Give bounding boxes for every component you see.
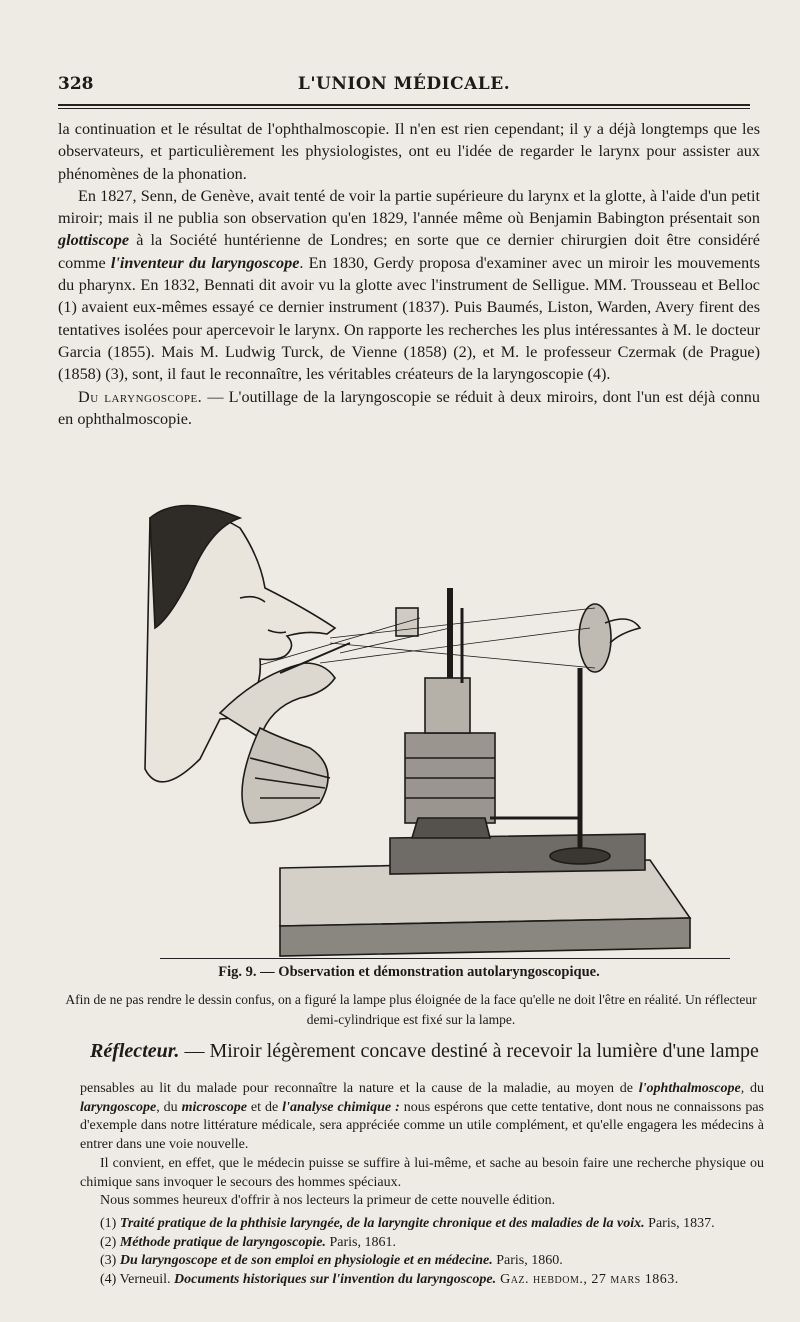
figure-rule — [160, 958, 730, 959]
main-text — [58, 118, 760, 430]
reflecteur-definition — [90, 1040, 770, 1063]
footnote-4-title: Documents historiques sur l'invention du laryngoscope. — [174, 1272, 497, 1288]
laryngoscope-illustration — [90, 478, 730, 958]
journal-title: L'UNION MÉDICALE. — [297, 74, 511, 94]
running-header — [58, 74, 750, 98]
paragraph-2 — [58, 185, 760, 386]
analyse-chimique-term: l'analyse chimique : — [282, 1099, 400, 1115]
inventeur-term: l'inventeur du laryngoscope — [110, 253, 300, 272]
paragraph-1: la continuation et le résultat de l'ophthalmoscopie. Il n'en est rien cependant; il y a déjà longtemps que les observateurs, et particulièrement les physiologistes, ont eu l'idée de regarder le larynx pour assister aux phénomènes de la phonation. — [58, 120, 760, 183]
reflecteur-text: — Miroir légèrement concave destiné à recevoir la lumière d'une lampe — [179, 1040, 759, 1062]
footnote-4-rest: Gaz. hebdom., 27 mars 1863. — [496, 1272, 679, 1288]
footnote-4-number: (4) — [100, 1272, 117, 1288]
footnote-3 — [80, 1252, 764, 1271]
figure-note: Afin de ne pas rendre le dessin confus, on a figuré la lampe plus éloignée de la face qu'elle ne doit l'être en réalité. Un réflecteur demi-cylindrique est fixé sur la lampe. — [65, 992, 757, 1027]
paragraph-2-text-b: à la Société huntérienne de Londres; en sorte que ce dernier chirurgien doit être considéré comme — [58, 231, 760, 272]
footnote-2-rest: Paris, 1861. — [325, 1234, 396, 1250]
footnote-1 — [80, 1215, 764, 1234]
footnote-4 — [80, 1271, 764, 1290]
header-rule — [58, 104, 750, 106]
glottiscope-term: glottiscope — [58, 231, 130, 250]
microscope-term: microscope — [181, 1099, 247, 1115]
footnote-2-number: (2) — [100, 1234, 117, 1250]
lower-p1-a: pensables au lit du malade pour reconnaître la nature et la cause de la maladie, au moyen de — [80, 1081, 639, 1096]
lower-p1-c: , du — [156, 1099, 182, 1115]
lower-paragraph-3: Nous sommes heureux d'offrir à nos lecteurs la primeur de cette nouvelle édition. — [100, 1193, 556, 1209]
lower-p1-d: et de — [246, 1099, 283, 1115]
reflecteur-term: Réflecteur. — [90, 1040, 180, 1062]
paragraph-3 — [58, 386, 760, 431]
footnote-2 — [80, 1234, 764, 1253]
footnote-4-author: Verneuil. — [119, 1272, 175, 1288]
paragraph-2-text-a: En 1827, Senn, de Genève, avait tenté de voir la partie supérieure du larynx et la glotte, à l'aide d'un petit miroir; mais il ne publia son observation qu'en 1829, l'année même où Benjamin Babington présentait son — [58, 186, 760, 228]
lower-text — [80, 1080, 764, 1290]
footnote-1-rest: Paris, 1837. — [644, 1215, 715, 1231]
footnote-3-rest: Paris, 1860. — [492, 1253, 563, 1269]
paragraph-2-text-c: . En 1830, Gerdy proposa d'examiner avec un miroir les mouvements du pharynx. En 1832, Bennati dit avoir vu la glotte avec l'instrument de Selligue. MM. Trousseau et Belloc (1) avaient eux-mêmes essayé ce dernier instrument (1837). Puis Baumés, Liston, Warden, Avery firent des tentatives isolées pour apercevoir le larynx. On rapporte les recherches les plus intéressantes à M. le docteur Garcia (1855). Mais M. Ludwig Turck, de Vienne (1858) (2), et M. le professeur Czermak (de Prague) (1858) (3), sont, il faut le reconnaître, les véritables créateurs de la laryngoscopie (4). — [58, 253, 760, 384]
page-number: 328 — [58, 74, 94, 94]
lower-paragraph-1 — [80, 1080, 764, 1155]
lower-p1-e: nous espérons que cette tentative, dont nous ne connaissons pas d'exemple dans notre littérature médicale, sera appréciée comme un utile complément, et qu'elle engagera les médecins à entrer dans une voie nouvelle. — [80, 1099, 764, 1153]
footnote-1-title: Traité pratique de la phthisie laryngée, de la laryngite chronique et des maladies de la voix. — [119, 1215, 645, 1231]
footnote-1-number: (1) — [100, 1215, 117, 1231]
paragraph-3-text: — L'outillage de la laryngoscopie se réduit à deux miroirs, dont l'un est déjà connu en ophthalmoscopie. — [58, 387, 760, 428]
footnote-3-title: Du laryngoscope et de son emploi en physiologie et en médecine. — [119, 1253, 493, 1269]
lower-paragraph-2: Il convient, en effet, que le médecin puisse se suffire à lui-même, et sache au besoin faire une recherche physique ou chimique sans invoquer le secours des hommes spéciaux. — [80, 1155, 764, 1190]
laryngoscope-term: laryngoscope — [80, 1099, 157, 1115]
header-rule-thin — [58, 108, 750, 109]
footnote-3-number: (3) — [100, 1253, 117, 1269]
ophthalmoscope-term: l'ophthalmoscope — [638, 1081, 741, 1096]
section-heading-laryngoscope: Du laryngoscope. — [78, 387, 203, 406]
footnote-2-title: Méthode pratique de laryngoscopie. — [119, 1234, 326, 1250]
figure-caption: Fig. 9. — Observation et démonstration autolaryngoscopique. — [218, 964, 600, 980]
lower-p1-b: , du — [740, 1081, 764, 1096]
